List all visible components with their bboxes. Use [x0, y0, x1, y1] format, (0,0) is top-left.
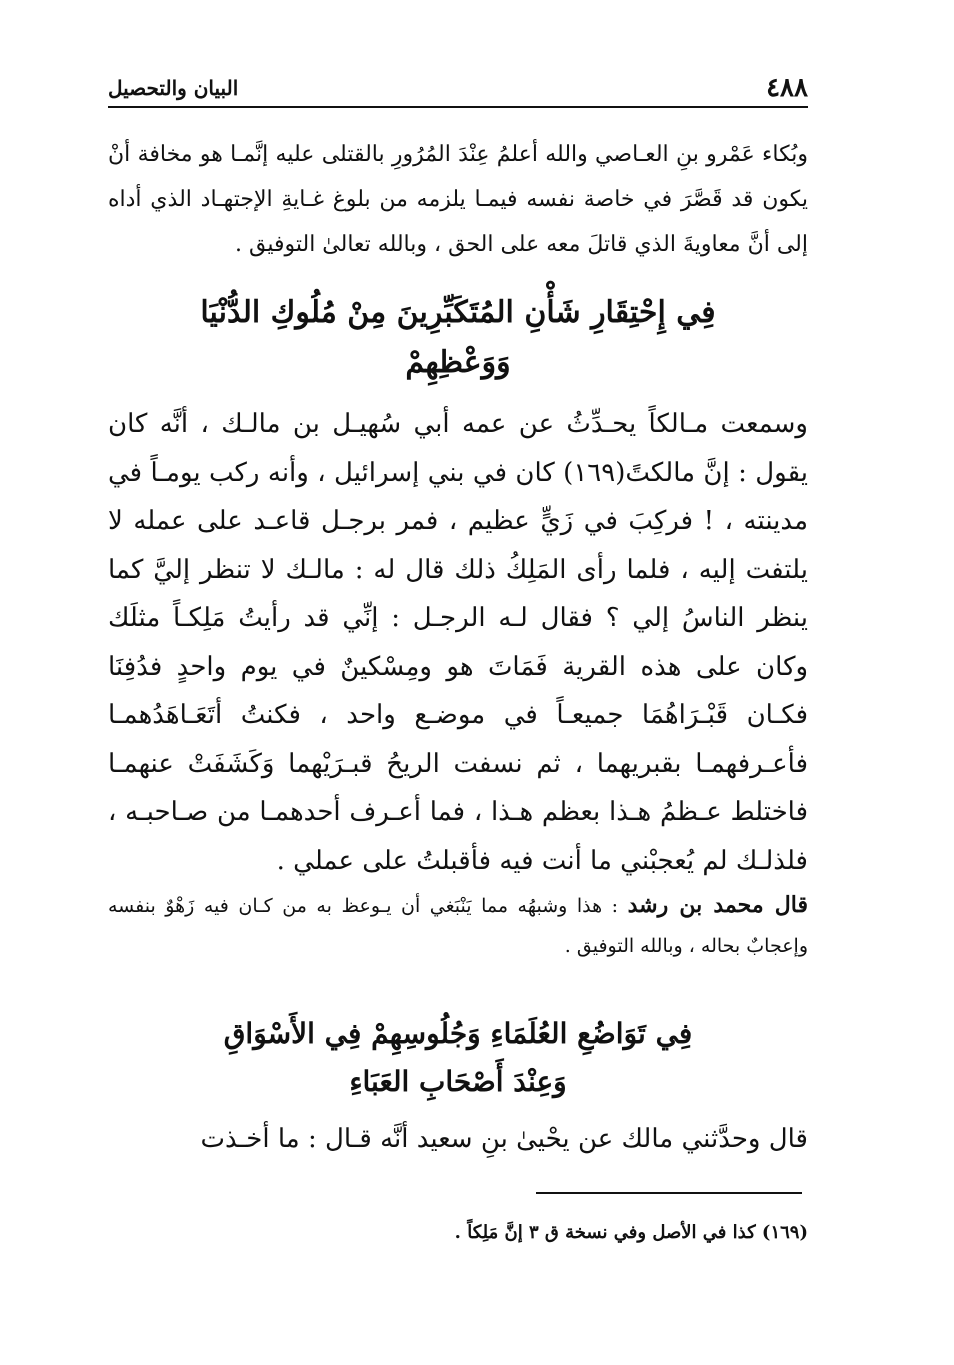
paragraph-4: قال وحدَّثني مالك عن يحْيىٰ بنِ سعيد أنَّه قـال : ما أخـذت	[200, 1124, 808, 1154]
section-heading-2-line-2: وَعِنْدَ أَصْحَابِ العَبَاءِ	[349, 1065, 567, 1098]
paragraph-3	[108, 885, 808, 966]
section-heading-2	[108, 1010, 808, 1106]
paragraph-2: وسمعت مـالكاً يحـدِّثُ عن عمه أبي سُهيـل بن مالـك ، أنَّه كان يقول : إنَّ مالكتً(١٦٩) كان في بني إسرائيل ، وأنه ركب يومـاً في مدينته ، ! فركِبَ في زَيٍّ عظيم ، فمر برجـل قاعـد على عمله لا يلتفت إليه ، فلما رأى المَلِكُ ذلك قال له : مالـك لا تنظر إليَّ كما ينظر الناسُ إلي ؟ فقال لـه الرجـل : إنِّي قد رأيتُ مَلِكـاً مثلَك وكان على هذه القرية فَمَاتَ هو ومِسْكينٌ في يوم واحدٍ فدُفِنَا فكـان قَبْـرَاهُمَا جميعـاً في موضـع واحد ، فكنتُ أتَعَـاهَدُهمـا فأعـرفهمـا بقبريهما ، ثم نسفت الريحُ قبـرَيْهما وَكَشَفَتْ عنهمـا فاختلط عـظمُ هـذا بعظم هـذا ، فما أعـرف أحدهمـا من صـاحبـه ، فلذلـك لم يُعجبْني ما أنت فيه فأقبلتُ على عملي .	[108, 409, 809, 876]
section-heading-1-line-1: فِي إِحْتِقَارِ شَأْنِ المُتَكَبِّرِينَ مِنْ مُلُوكِ الدُّنْيَا	[200, 295, 716, 330]
paragraph-1: وبُكاء عَمْرو بنِ العـاصي والله أعلمُ عِنْدَ المُرُورِ بالقتلى عليه إنَّمـا هو مخافة أنْ يكون قد قَصَّرَ في خاصة نفسه فيمـا يلزمه من بلوغ غـايةِ الإجتهـاد الذي أداه إلى أنَّ معاويةَ الذي قاتلَ معه على الحق ، وبالله تعالىٰ التوفيق .	[108, 142, 808, 257]
section-heading-1-line-2: وَوَعْظِهِمْ	[405, 345, 511, 380]
page-header	[108, 70, 808, 108]
paragraph-3-text: : هذا وشبهُه مما يَنْبَغي أن يـوعظ به من كـان فيه زَهْوٌ بنفسه وإعجابٌ بحاله ، وبالله التوفيق .	[108, 895, 808, 957]
section-heading-1	[108, 288, 808, 388]
footnote: (١٦٩) كذا في الأصل وفي نسخة ق ٣ إنَّ مَلِكاً .	[454, 1222, 808, 1243]
page-number: ٤٨٨	[766, 73, 808, 103]
footnote-divider	[536, 1192, 802, 1194]
paragraph-3-lead: قال محمد بن رشد	[627, 892, 808, 918]
section-heading-2-line-1: فِي تَوَاضُعِ العُلَمَاءِ وَجُلُوسِهِمْ فِي الأَسْوَاقِ	[223, 1017, 693, 1050]
running-title: البيان والتحصيل	[108, 76, 239, 100]
